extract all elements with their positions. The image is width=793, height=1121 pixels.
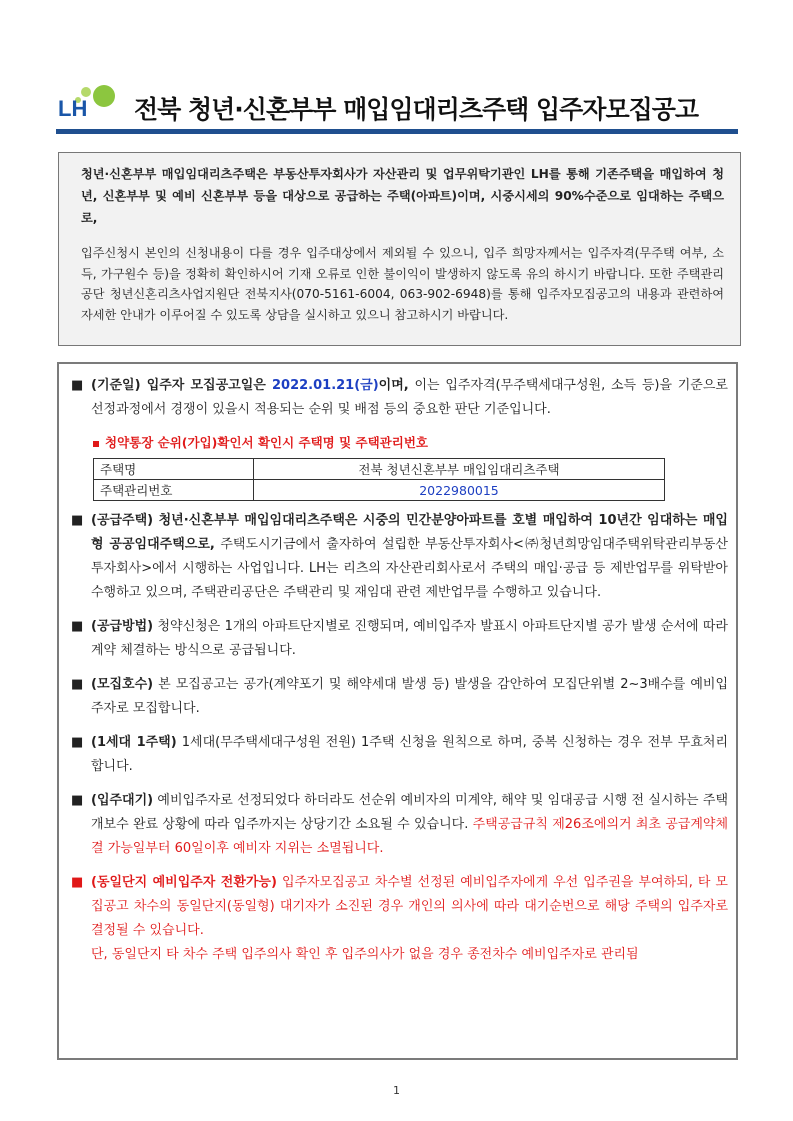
item-heading: (모집호수) [91,677,154,692]
summary-notice: 입주신청시 본인의 신청내용이 다를 경우 입주대상에서 제외될 수 있으니, 입주 희망자께서는 입주자격(무주택 여부, 소득, 가구원수 등)을 정확히 확인하시어 기재 오류로 인한 불이익이 발생하지 않도록 유의 하시기 바랍니다. 또한 주택관리공단 청년신혼리츠사업지원단 전북지사(070-5161-6004, 063-902-6948)를 통해 입주자모집공고의 내용과 관련하여 자세한 안내가 이루어질 수 있도록 상담을 실시하고 있으니 참고하시기 바랍니다. [81,246,724,322]
title-divider [56,129,738,134]
item-supply-method [71,615,728,663]
bullet: ■ [71,378,84,393]
item-heading: (공급주택) 청년·신혼부부 매입임대리츠주택은 시중의 민간분양아파트를 호별 매입하여 10년간 임대하는 매입형 공공임대주택으로, [91,513,728,552]
red-square-bullet-icon [93,441,99,447]
page-number: 1 [393,1084,400,1097]
item-text: 이는 입주자격(무주택세대구성원, 소득 등)을 기준으로 선정과정에서 경쟁이 있을시 적용되는 순위 및 배점 등의 중요한 판단 기준입니다. [91,378,728,417]
item-supply-housing [71,509,728,605]
item-text: 주택도시기금에서 출자하여 설립한 부동산투자회사<㈜청년희망임대주택위탁관리부동산투자회사>에서 시행하는 사업입니다. LH는 리츠의 자산관리회사로서 주택의 매입·공급 등 제반업무를 위탁받아 수행하고 있으며, 주택관리공단은 주택관리 및 재임대 관련 제반업무를 수행하고 있습니다. [91,537,728,600]
item-note: 단, 동일단지 타 차수 주택 입주의사 확인 후 입주의사가 없을 경우 종전차수 예비입주자로 관리됨 [91,947,639,962]
lh-logo [56,84,126,134]
item-text: 예비입주자로 선정되었다 하더라도 선순위 예비자의 미계약, 해약 및 임대공급 시행 전 실시하는 주택 개보수 완료 상황에 따라 입주까지는 상당기간 소요될 수 있습니다. [91,793,728,832]
item-heading: (공급방법) [91,619,154,634]
item-text: 입주자모집공고 차수별 선정된 예비입주자에게 우선 입주권을 부여하되, 타 모집공고 차수의 동일단지(동일형) 대기자가 소진된 경우 개인의 의사에 따라 대기순번으로 해당 주택의 입주자로 결정될 수 있습니다. [91,875,728,938]
item-one-household [71,731,728,779]
bullet: ■ [71,619,84,634]
item-text: 1세대(무주택세대구성원 전원) 1주택 신청을 원칙으로 하며, 중복 신청하는 경우 전부 무효처리합니다. [91,735,729,774]
summary-box [58,152,741,346]
subscription-check-note [93,432,728,454]
item-heading-tail: 이며, [378,378,409,393]
table-row [94,480,665,501]
bullet: ■ [71,735,84,750]
item-heading: (동일단지 예비입주자 전환가능) [91,875,277,890]
table-cell-key: 주택명 [94,459,254,480]
housing-info-table [93,458,665,501]
notice-items [57,362,738,1060]
item-recruit-count [71,673,728,721]
lh-logo-text: LH [58,96,88,121]
bullet: ■ [71,875,84,890]
item-waiting [71,789,728,861]
announcement-date: 2022.01.21(금) [271,378,379,393]
page-title: 전북 청년·신혼부부 매입임대리츠주택 입주자모집공고 [134,95,699,124]
table-cell-value: 전북 청년신혼부부 매입임대리츠주택 [254,459,665,480]
housing-management-number: 2022980015 [254,480,665,501]
item-warning-text: 주택공급규칙 제26조에의거 최초 공급계약체결 가능일부터 60일이후 예비자 지위는 소멸됩니다. [91,817,728,856]
item-same-complex [71,871,728,967]
item-text: 본 모집공고는 공가(계약포기 및 해약세대 발생 등) 발생을 감안하여 모집단위별 2~3배수를 예비입주자로 모집합니다. [91,677,728,716]
bullet: ■ [71,513,84,528]
sub-note-text: 청약통장 순위(가입)확인서 확인시 주택명 및 주택관리번호 [105,435,428,450]
summary-intro: 청년·신혼부부 매입임대리츠주택은 부동산투자회사가 자산관리 및 업무위탁기관인 LH를 통해 기존주택을 매입하여 청년, 신혼부부 및 예비 신혼부부 등을 대상으로 공급하는 주택(아파트)이며, 시중시세의 90%수준으로 임대하는 주택으로, [81,167,724,225]
table-row [94,459,665,480]
document-header [56,84,738,134]
bullet: ■ [71,793,84,808]
item-text: 청약신청은 1개의 아파트단지별로 진행되며, 예비입주자 발표시 아파트단지별 공가 발생 순서에 따라 계약 체결하는 방식으로 공급됩니다. [91,619,728,658]
item-heading: (1세대 1주택) [91,735,177,750]
bullet: ■ [71,677,84,692]
item-heading: (기준일) 입주자 모집공고일은 [91,378,272,393]
table-cell-key: 주택관리번호 [94,480,254,501]
item-heading: (입주대기) [91,793,154,808]
item-base-date [71,374,728,422]
